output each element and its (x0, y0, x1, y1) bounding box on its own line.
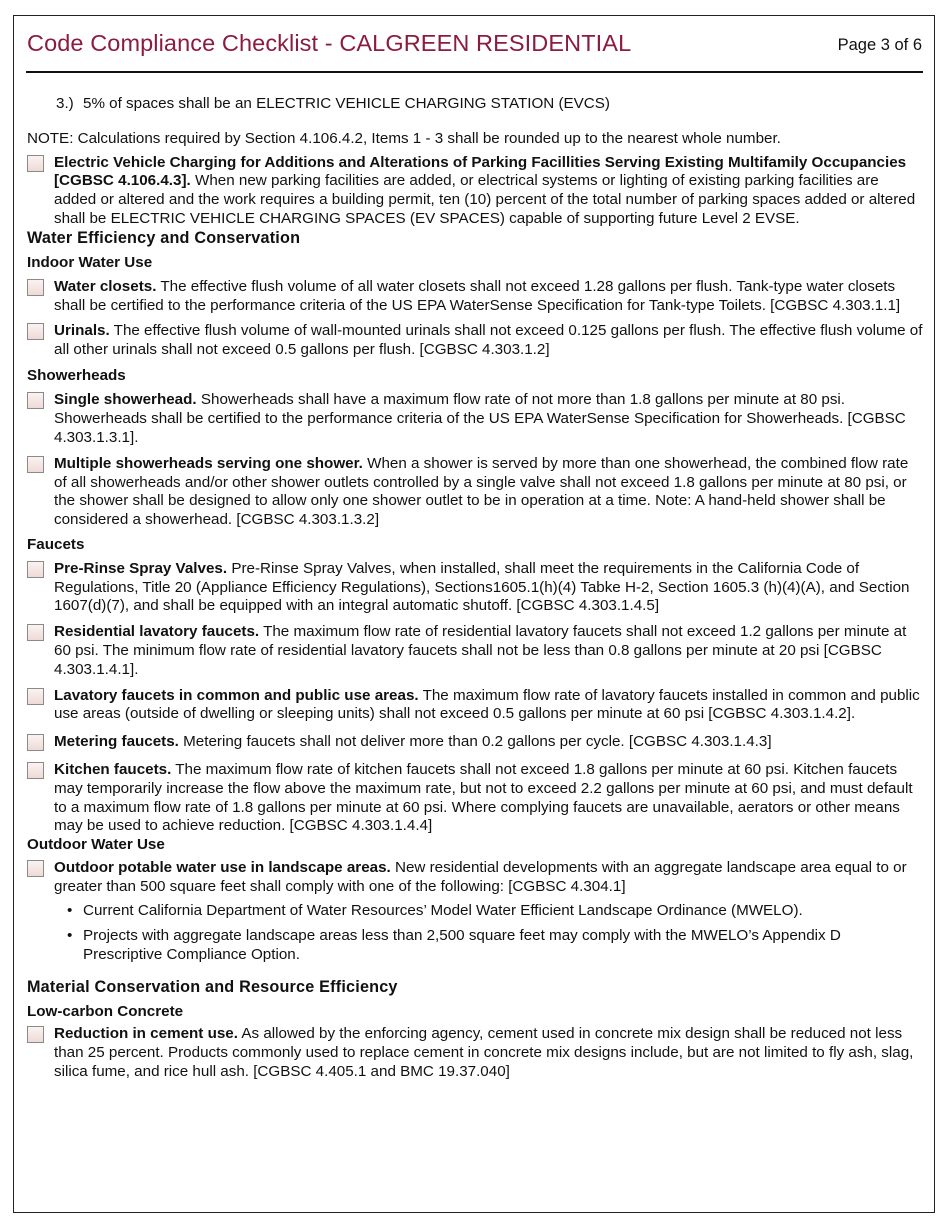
single-showerhead-checkbox[interactable] (27, 392, 44, 409)
item-title: Residential lavatory faucets. (54, 623, 260, 641)
section-heading-water: Water Efficiency and Conservation (27, 228, 301, 247)
checklist-item-common-lavatory (27, 687, 924, 725)
item-title: Kitchen faucets. (54, 760, 172, 778)
urinals-checkbox[interactable] (27, 323, 44, 340)
item-body: When new parking facilities are added, or electrical systems or lighting of existing parking facilities are added or altered and the work requires a building permit, ten (10) percent of the total number of parking spaces added or altered shall be ELECTRIC VEHICLE CHARGING SPACES (EV SPACES) capable of supporting future Level 2 EVSE. (54, 172, 916, 227)
prerinse-checkbox[interactable] (27, 561, 44, 578)
item-body: The maximum flow rate of lavatory faucets installed in common and public use areas (outside of dwelling or sleeping units) shall not exceed 0.5 gallons per minute at 60 psi [CGBSC 4.303.1.4.2]. (54, 686, 920, 723)
item-title: Urinals. (54, 321, 110, 339)
item-title: Water closets. (54, 278, 157, 296)
bullet-icon: • (67, 927, 73, 945)
ev-additions-checkbox[interactable] (27, 155, 44, 172)
checklist-item-multiple-showerheads (27, 455, 924, 530)
item-body: The effective flush volume of all water closets shall not exceed 1.28 gallons per flush. Tank-type water closets shall be certified to the performance criteria of the US EPA WaterSense Specification for Tank-type Toilets. [CGBSC 4.303.1.1] (54, 278, 901, 315)
multiple-showerheads-checkbox[interactable] (27, 456, 44, 473)
subheading-showerheads: Showerheads (27, 366, 126, 384)
item-body: When a shower is served by more than one showerhead, the combined flow rate of all showerheads and/or other shower outlets controlled by a single valve shall not exceed 1.8 gallons per minute at 80 psi, or the shower shall be designed to allow only one shower outlet to be in operation at a time. Note: A hand-held shower shall be considered a showerhead. [CGBSC 4.303.1.3.2] (54, 454, 909, 529)
checklist-content (27, 95, 924, 1082)
cement-checkbox[interactable] (27, 1026, 44, 1043)
checklist-item-water-closets (27, 278, 924, 316)
item-title: Lavatory faucets in common and public use areas. (54, 686, 419, 704)
item-title: Outdoor potable water use in landscape areas. (54, 858, 391, 876)
checklist-item-cement (27, 1025, 924, 1081)
page-title: Code Compliance Checklist - CALGREEN RESIDENTIAL (27, 30, 632, 56)
subheading-outdoor-water: Outdoor Water Use (27, 836, 165, 854)
item-body: Showerheads shall have a maximum flow rate of not more than 1.8 gallons per minute at 80 psi. Showerheads shall be certified to the performance criteria of the US EPA WaterSense Specification for Showerheads. [CGBSC 4.303.1.3.1]. (54, 391, 906, 446)
checklist-item-landscape (27, 859, 924, 897)
item-body: Pre-Rinse Spray Valves, when installed, shall meet the requirements in the California Code of Regulations, Title 20 (Appliance Efficiency Regulations), Sections1605.1(h)(4) Tabke H-2, Section 1605.3 (h)(4)(A), and Section 1607(d)(7), and shall be equipped with an integral automatic shutoff. [CGBSC 4.303.1.4.5] (54, 559, 910, 615)
checklist-item-single-showerhead (27, 391, 924, 447)
checklist-item-prerinse (27, 560, 924, 616)
item-title: Pre-Rinse Spray Valves. (54, 559, 228, 577)
evcs-item (56, 95, 924, 114)
checklist-item-urinals (27, 322, 924, 360)
page-number: Page 3 of 6 (837, 36, 922, 54)
subheading-indoor-water: Indoor Water Use (27, 253, 153, 271)
evcs-item-text: 5% of spaces shall be an ELECTRIC VEHICLE CHARGING STATION (EVCS) (83, 95, 610, 112)
evcs-item-number: 3.) (56, 95, 74, 112)
item-body: The maximum flow rate of kitchen faucets shall not exceed 1.8 gallons per minute at 60 psi. Kitchen faucets may temporarily increase the flow above the maximum rate, but not to exceed 2.2 gallons per minute at 60 psi, and must default to a maximum flow rate of 1.8 gallons per minute at 60 psi. Where complying faucets are unavailable, aerators or other means may be used to achieve reduction. [CGBSC 4.303.1.4.4] (54, 760, 913, 835)
item-body: As allowed by the enforcing agency, cement used in concrete mix design shall be reduced not less than 25 percent. Products commonly used to replace cement in concrete mix designs include, but are not limited to fly ash, slag, silica fume, and rice hull ash. [CGBSC 4.405.1 and BMC 19.37.040] (54, 1025, 914, 1081)
item-body: The maximum flow rate of residential lavatory faucets shall not exceed 1.2 gallons per minute at 60 psi. The minimum flow rate of residential lavatory faucets shall not be less than 0.8 gallons per minute at 20 psi [CGBSC 4.303.1.4.1]. (54, 623, 907, 678)
residential-lavatory-checkbox[interactable] (27, 624, 44, 641)
item-body: New residential developments with an aggregate landscape area equal to or greater than 500 square feet shall comply with one of the following: [CGBSC 4.304.1] (54, 858, 907, 895)
common-lavatory-checkbox[interactable] (27, 688, 44, 705)
metering-checkbox[interactable] (27, 734, 44, 751)
item-title: Reduction in cement use. (54, 1025, 238, 1043)
rounding-note: NOTE: Calculations required by Section 4.106.4.2, Items 1 - 3 shall be rounded up to the nearest whole number. (27, 129, 781, 147)
item-title: Multiple showerheads serving one shower. (54, 454, 363, 472)
water-closets-checkbox[interactable] (27, 279, 44, 296)
item-title: Metering faucets. (54, 733, 179, 751)
checklist-item-metering (27, 733, 924, 752)
landscape-checkbox[interactable] (27, 860, 44, 877)
item-title: Single showerhead. (54, 391, 197, 409)
bullet-item: • Projects with aggregate landscape areas less than 2,500 square feet may comply with the MWELO’s Appendix D Prescriptive Compliance Option. (67, 927, 841, 964)
bullet-item: • Current California Department of Water Resources’ Model Water Efficient Landscape Ordinance (MWELO). (67, 902, 803, 920)
bullet-icon: • (67, 902, 73, 920)
checklist-item-residential-lavatory (27, 623, 924, 679)
checklist-item-ev-additions (27, 154, 924, 229)
item-title: Electric Vehicle Charging for Additions and Alterations of Parking Facillities Serving Existing Multifamily Occupancies [CGBSC 4.106.4.3]. (54, 153, 907, 190)
subheading-low-carbon-concrete: Low-carbon Concrete (27, 1002, 184, 1020)
header-divider (26, 71, 923, 73)
section-heading-material: Material Conservation and Resource Efficiency (27, 977, 398, 996)
item-body: Metering faucets shall not deliver more than 0.2 gallons per cycle. [CGBSC 4.303.1.4.3] (183, 733, 772, 751)
subheading-faucets: Faucets (27, 535, 85, 553)
item-body: The effective flush volume of wall-mounted urinals shall not exceed 0.125 gallons per flush. The effective flush volume of all other urinals shall not exceed 0.5 gallons per flush. [CGBSC 4.303.1.2] (54, 321, 923, 358)
checklist-item-kitchen (27, 761, 924, 836)
kitchen-checkbox[interactable] (27, 762, 44, 779)
